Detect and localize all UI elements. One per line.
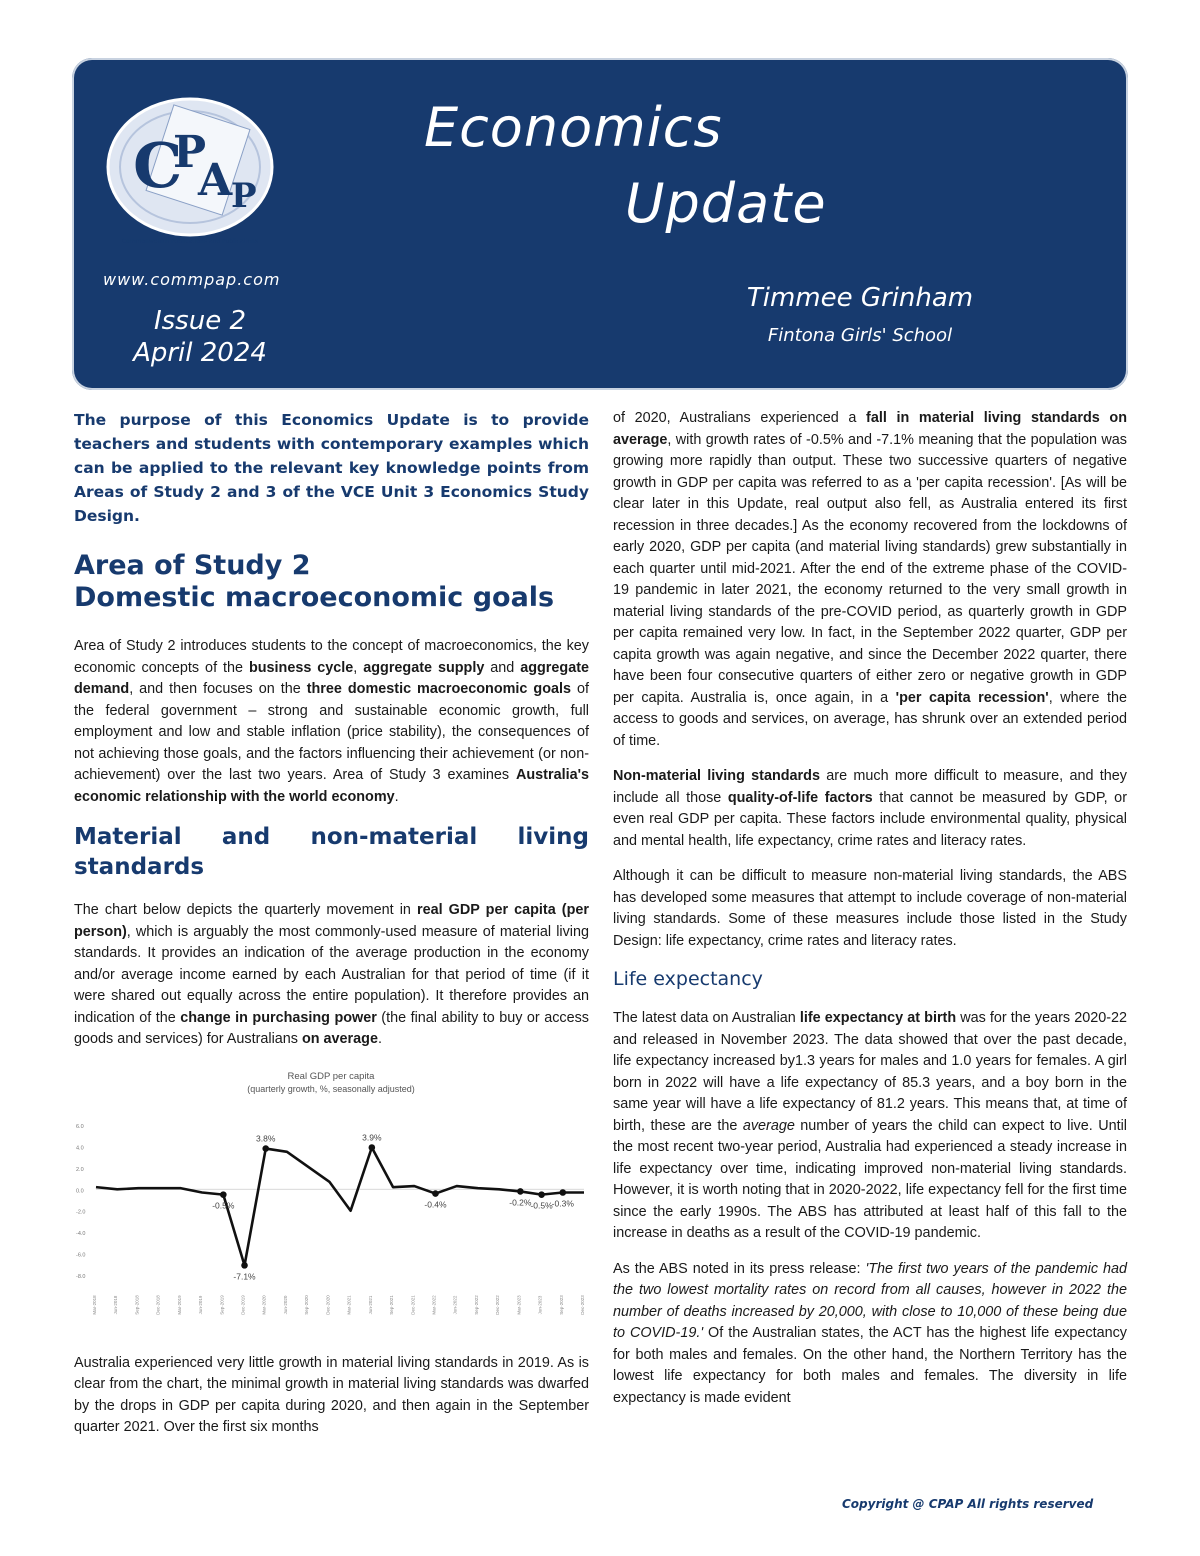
x-tick-label: Dec-2022 [495,1294,501,1315]
x-tick-label: Sep-2020 [304,1294,310,1315]
data-point-marker [559,1189,566,1196]
y-tick-label: -4.0 [76,1230,86,1237]
data-label: -0.5% [530,1200,553,1211]
x-tick-label: Dec-2020 [325,1294,331,1315]
author-school: Fintona Girls' School [767,325,953,346]
left-column [74,408,589,1453]
data-label: -0.5% [212,1200,235,1211]
aos2-paragraph: Area of Study 2 introduces students to the concept of macroeconomics, the key economic concepts of the business cycle, aggregate supply and aggregate demand, and then focuses on the three domestic macroeconomic goals of the federal government – strong and sustainable economic growth, full employment and low and stable inflation (price stability), the consequences of not achieving those goals, and the factors influencing their achievement (or non-achievement) over the last two years. Area of Study 3 examines Australia's economic relationship with the world economy. [74,638,589,805]
cpap-logo [103,95,278,250]
chart-intro-paragraph: The chart below depicts the quarterly movement in real GDP per capita (per person), which is arguably the most commonly-used measure of material living standards. It provides an indication of the average production in the economy and/or average income earned by each Australian for that period of time (if it were shared out equally across the entire population). It therefore provides an indication of the change in purchasing power (the final ability to buy or access goods and services) for Australians on average. [74,902,589,1047]
issue-info [100,305,300,369]
data-label: -0.2% [509,1196,532,1207]
material-fall-paragraph: of 2020, Australians experienced a fall in material living standards on average, with growth rates of -0.5% and -7.1% meaning that the population was growing more rapidly than output. These two successive quarters of negative growth in GDP per capita was referred to as a 'per capita recession'. [As will be clear later in this Update, real output also fell, as Australia entered its first recession in three decades.] As the economy recovered from the lockdowns of early 2020, GDP per capita (and material living standards) grew substantially in each quarter until mid-2021. After the end of the extreme phase of the COVID-19 pandemic in later 2021, the economy returned to the very small growth in material living standards of the pre-COVID period, as quarterly growth in GDP per capita remained very low. In fact, in the September 2022 quarter, GDP per capita growth was again negative, and since the December 2022 quarter, there have been four consecutive quarters of either zero or negative growth in GDP per capita. Australia is, once again, in a 'per capita recession', where the access to goods and services, on average, has shrunk over an extended period of time. [613,410,1127,749]
issue-date: April 2024 [133,338,267,368]
x-tick-label: Mar-2021 [346,1294,352,1315]
data-point-marker [369,1144,376,1151]
chart-title: Real GDP per capita [287,1070,375,1082]
x-tick-label: Dec-2021 [410,1294,416,1315]
data-point-marker [241,1262,248,1269]
life-expectancy-paragraph: The latest data on Australian life expectancy at birth was for the years 2020-22 and released in November 2023. The data showed that over the past decade, life expectancy increased by1.3 years for males and 1.0 years for females. A girl born in 2022 will have a life expectancy of 85.3 years, and a boy born in the same year will have a life expectancy of 81.2 years. This means that, at time of birth, these are the average number of years the child can expect to live. Until the most recent two-year period, Australia had experienced a steady increase in life expectancy over time, indicating improved non-material living standards. However, it is worth noting that in 2020-2022, life expectancy fell for the first time since the early 1990s. The ABS has attributed at least half of this fall to the increase in deaths as a result of the COVID-19 pandemic. [613,1010,1128,1241]
svg-text:C: C [133,129,183,202]
x-tick-label: Mar-2019 [176,1294,182,1315]
life-expectancy-heading: Life expectancy [613,968,763,990]
gdp-per-capita-chart [74,1065,589,1345]
intro-paragraph: The purpose of this Economics Update is to provide teachers and students with contemporary examples which can be applied to the relevant key knowledge points from Areas of Study 2 and 3 of the VCE Unit 3 Economics Study Design. [74,411,589,525]
section-title-line2: Domestic macroeconomic goals [74,582,555,613]
issue-number: Issue 2 [153,306,247,336]
chart-subtitle: (quarterly growth, %, seasonally adjusted) [247,1083,415,1094]
non-material-paragraph: Non-material living standards are much more difficult to measure, and they include all those quality-of-life factors that cannot be measured by GDP, or even real GDP per capita. These factors include environmental quality, physical and mental health, life expectancy, crime rates and literacy rates. [613,768,1127,849]
x-tick-label: Mar-2023 [516,1294,522,1315]
x-tick-label: Jun-2023 [537,1295,543,1314]
svg-text:Commonwealth Publications and: Commonwealth Publications and Publications [121,238,259,245]
data-label: 3.9% [362,1132,382,1142]
x-tick-label: Sep-2018 [134,1294,140,1315]
x-tick-label: Dec-2023 [580,1294,585,1315]
data-point-marker [262,1145,269,1152]
data-point-marker [432,1190,439,1197]
data-point-marker [538,1191,545,1198]
data-point-marker [220,1191,227,1198]
x-tick-label: Jun-2019 [198,1295,204,1314]
y-tick-label: -6.0 [76,1252,86,1259]
y-tick-label: -2.0 [76,1209,86,1216]
title-economics: Economics [424,96,723,159]
living-standards-heading: Material and non-material living standards [74,824,589,880]
x-tick-label: Jun-2022 [452,1295,458,1314]
svg-text:P: P [231,176,257,216]
y-tick-label: 0.0 [76,1187,84,1194]
x-tick-label: Mar-2018 [92,1294,97,1315]
x-tick-label: Dec-2019 [240,1294,246,1315]
svg-text:A: A [198,155,233,206]
data-label: 3.8% [256,1133,276,1144]
data-label: -0.4% [424,1199,447,1210]
y-tick-label: 6.0 [76,1123,84,1130]
title-update: Update [625,172,827,235]
x-tick-label: Sep-2022 [473,1294,479,1315]
website-link[interactable]: www.commpap.com [103,270,281,289]
section-heading [74,550,589,614]
x-tick-label: Jun-2020 [282,1295,288,1314]
data-label: -7.1% [233,1270,256,1281]
section-title-line1: Area of Study 2 [74,550,311,581]
x-tick-label: Sep-2021 [389,1294,395,1315]
x-tick-label: Dec-2018 [155,1294,161,1315]
y-tick-label: -8.0 [76,1273,86,1280]
x-tick-label: Mar-2022 [431,1294,437,1315]
abs-press-release-paragraph: As the ABS noted in its press release: 'The first two years of the pandemic had the two lowest mortality rates on record from all causes, however in 2022 the number of deaths increased by 20,000, with close to 10,000 of these being due to COVID-19.' Of the Australian states, the ACT has the highest life expectancy for both males and females. On the other hand, the Northern Territory has the lowest life expectancy for both males and females. The diversity in life expectancy is made evident [613,1260,1127,1406]
data-label: -0.3% [551,1198,574,1208]
y-tick-label: 4.0 [76,1144,84,1151]
x-tick-label: Jun-2018 [113,1295,119,1314]
author-name: Timmee Grinham [746,283,974,313]
x-tick-label: Mar-2020 [261,1294,267,1315]
data-point-marker [517,1188,524,1195]
copyright-notice: Copyright @ CPAP All rights reserved [842,1497,1094,1511]
abs-measures-paragraph: Although it can be difficult to measure non-material living standards, the ABS has developed some measures that attempt to include coverage of non-material living standards. Some of these measures include those listed in the Study Design: life expectancy, crime rates and literacy rates. [613,868,1127,949]
x-tick-label: Sep-2023 [558,1294,564,1315]
x-tick-label: Jun-2021 [367,1295,373,1314]
svg-text:P: P [173,127,207,178]
x-tick-label: Sep-2019 [219,1294,225,1315]
after-chart-paragraph: Australia experienced very little growth in material living standards in 2019. As is clear from the chart, the minimal growth in material living standards was dwarfed by the drops in GDP per capita during 2020, and then again in the September quarter 2021. Over the first six months [74,1354,589,1435]
right-column [613,408,1127,1423]
y-tick-label: 2.0 [76,1166,84,1173]
